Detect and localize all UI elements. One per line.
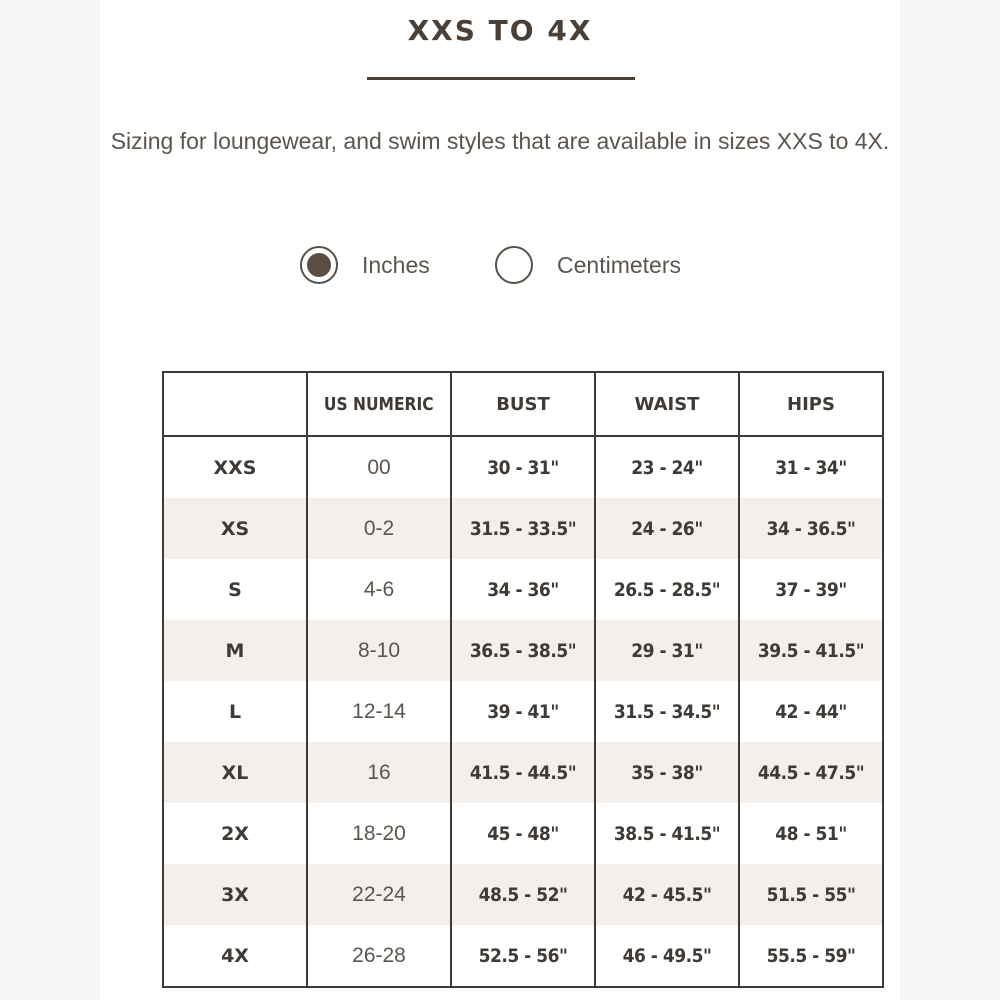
bust-cell: 36.5 - 38.5": [451, 620, 595, 681]
table-header-row: [163, 372, 883, 436]
size-guide-description: Sizing for loungewear, and swim styles that are available in sizes XXS to 4X.: [110, 128, 890, 154]
us-numeric-cell: 12-14: [307, 681, 451, 742]
hips-cell: 48 - 51": [739, 803, 883, 864]
bust-cell: 39 - 41": [451, 681, 595, 742]
bust-cell: 31.5 - 33.5": [451, 498, 595, 559]
unit-option-centimeters[interactable]: [495, 243, 681, 287]
us-numeric-cell: 16: [307, 742, 451, 803]
table-row: [163, 925, 883, 987]
waist-cell: 31.5 - 34.5": [595, 681, 739, 742]
bust-cell: 45 - 48": [451, 803, 595, 864]
bust-cell: 52.5 - 56": [451, 925, 595, 987]
header-size-column: [163, 372, 307, 436]
header-hips: HIPS: [739, 372, 883, 436]
centimeters-radio[interactable]: [495, 246, 533, 284]
us-numeric-cell: 00: [307, 436, 451, 498]
us-numeric-cell: 26-28: [307, 925, 451, 987]
inches-label: Inches: [362, 251, 430, 278]
page-title: XXS TO 4X: [407, 14, 593, 47]
header-us-numeric: [307, 372, 451, 436]
size-cell: XS: [163, 498, 307, 559]
table-row: [163, 559, 883, 620]
hips-cell: 37 - 39": [739, 559, 883, 620]
us-numeric-cell: 18-20: [307, 803, 451, 864]
bust-cell: 34 - 36": [451, 559, 595, 620]
hips-cell: 44.5 - 47.5": [739, 742, 883, 803]
waist-cell: 29 - 31": [595, 620, 739, 681]
hips-cell: 42 - 44": [739, 681, 883, 742]
us-numeric-cell: 8-10: [307, 620, 451, 681]
table-row: [163, 681, 883, 742]
size-chart-table: [162, 371, 884, 988]
size-cell: XL: [163, 742, 307, 803]
us-numeric-cell: 4-6: [307, 559, 451, 620]
size-cell: 4X: [163, 925, 307, 987]
table-row: [163, 620, 883, 681]
unit-selector: [0, 243, 1000, 287]
hips-cell: 51.5 - 55": [739, 864, 883, 925]
header-waist: WAIST: [595, 372, 739, 436]
centimeters-label: Centimeters: [557, 251, 681, 278]
header-us-numeric-text: US NUMERIC: [324, 393, 434, 415]
waist-cell: 38.5 - 41.5": [595, 803, 739, 864]
waist-cell: 23 - 24": [595, 436, 739, 498]
us-numeric-cell: 0-2: [307, 498, 451, 559]
size-cell: M: [163, 620, 307, 681]
left-margin: [0, 0, 100, 1000]
size-cell: XXS: [163, 436, 307, 498]
size-cell: L: [163, 681, 307, 742]
waist-cell: 35 - 38": [595, 742, 739, 803]
hips-cell: 34 - 36.5": [739, 498, 883, 559]
bust-cell: 41.5 - 44.5": [451, 742, 595, 803]
size-cell: 3X: [163, 864, 307, 925]
table-row: [163, 436, 883, 498]
us-numeric-cell: 22-24: [307, 864, 451, 925]
hips-cell: 39.5 - 41.5": [739, 620, 883, 681]
waist-cell: 46 - 49.5": [595, 925, 739, 987]
bust-cell: 30 - 31": [451, 436, 595, 498]
radio-selected-dot: [307, 253, 331, 277]
hips-cell: 55.5 - 59": [739, 925, 883, 987]
size-cell: S: [163, 559, 307, 620]
title-underline: [367, 77, 635, 80]
hips-cell: 31 - 34": [739, 436, 883, 498]
waist-cell: 24 - 26": [595, 498, 739, 559]
table-row: [163, 742, 883, 803]
table-row: [163, 498, 883, 559]
unit-option-inches[interactable]: [300, 243, 430, 287]
inches-radio[interactable]: [300, 246, 338, 284]
table-row: [163, 803, 883, 864]
right-margin: [900, 0, 1000, 1000]
size-cell: 2X: [163, 803, 307, 864]
bust-cell: 48.5 - 52": [451, 864, 595, 925]
header-bust: BUST: [451, 372, 595, 436]
table-row: [163, 864, 883, 925]
waist-cell: 26.5 - 28.5": [595, 559, 739, 620]
waist-cell: 42 - 45.5": [595, 864, 739, 925]
